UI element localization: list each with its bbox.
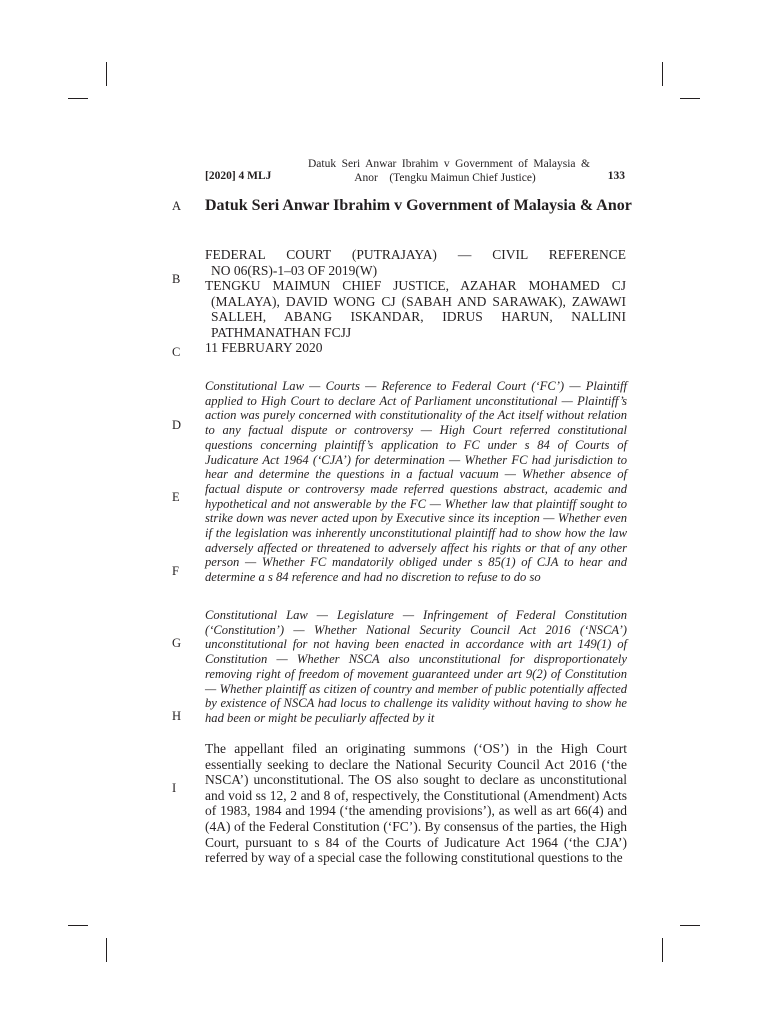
margin-letter-g: G (172, 636, 182, 650)
crop-mark-bottom-left-vertical (106, 938, 107, 962)
court-info-block (205, 247, 626, 356)
page-number: 133 (607, 170, 625, 182)
catchword-paragraph-1: Constitutional Law — Courts — Reference to Federal Court (‘FC’) — Plaintiff applied to High Court to declare Act of Parliament unconstitutional — Plaintiff’s action was purely concerned with constitutionality of the Act itself without relation to any factual dispute or controversy — High Court referred constitutional questions concerning plaintiff’s application to FC under s 84 of Courts of Judicature Act 1964 (‘CJA’) for determination — Whether FC had jurisdiction to hear and determine the questions in a factual vacuum — Whether absence of factual dispute or controversy made referred questions abstract, academic and hypothetical and not answerable by the FC — Whether law that plaintiff sought to strike down was never acted upon by Executive since its inception — Whether even if the legislation was inherently unconstitutional plaintiff had to show how the law adversely affected or threatened to adversely affect his rights or that of any other person — Whether FC mandatorily obliged under s 85(1) of CJA to hear and determine a s 84 reference and had no discretion to refuse to do so (205, 379, 627, 585)
crop-mark-bottom-right-vertical (662, 938, 663, 962)
case-title: Datuk Seri Anwar Ibrahim v Government of Malaysia & Anor (205, 197, 632, 214)
running-header-case-name (300, 158, 590, 185)
crop-mark-top-right-horizontal (680, 98, 700, 99)
court-reference-number: NO 06(RS)-1–03 OF 2019(W) (211, 262, 378, 278)
crop-mark-bottom-left-horizontal (68, 925, 88, 926)
margin-letter-h: H (172, 709, 182, 723)
margin-letter-f: F (172, 564, 179, 578)
running-header-line-2: Anor (Tengku Maimun Chief Justice) (354, 171, 536, 184)
headnote-body-paragraph: The appellant filed an originating summons (‘OS’) in the High Court essentially seeking to declare the National Security Council Act 2016 (‘the NSCA’) unconstitutional. The OS also sought to declare as unconstitutional and void ss 12, 2 and 8 of, respectively, the Constitutional (Amendment) Acts of 1983, 1984 and 1994 (‘the amending provisions’), as well as art 66(4) and (4A) of the Federal Constitution (‘FC’). By consensus of the parties, the High Court, pursuant to s 84 of the Courts of Judicature Act 1964 (‘the CJA’) referred by way of a special case the following constitutional questions to the (205, 741, 627, 866)
margin-letter-e: E (172, 490, 180, 504)
crop-mark-top-right-vertical (662, 62, 663, 86)
running-header-citation: [2020] 4 MLJ (205, 170, 272, 182)
catchword-paragraph-2: Constitutional Law — Legislature — Infringement of Federal Constitution (‘Constitution’) — Whether National Security Council Act 2016 (‘NSCA’) unconstitutional for not having been enacted in accordance with art 149(1) of Constitution — Whether NSCA also unconstitutional for disproportionately removing right of freedom of movement guaranteed under art 9(2) of Constitution — Whether plaintiff as citizen of country and member of public potentially affected by existence of NSCA had locus to challenge its validity without having to show he had been or might be peculiarly affected by it (205, 608, 627, 725)
margin-letter-d: D (172, 418, 182, 432)
crop-mark-top-left-horizontal (68, 98, 88, 99)
crop-mark-top-left-vertical (106, 62, 107, 86)
margin-letter-b: B (172, 272, 181, 286)
margin-letter-a: A (172, 199, 182, 213)
crop-mark-bottom-right-horizontal (680, 925, 700, 926)
margin-letter-c: C (172, 345, 181, 359)
margin-letter-i: I (172, 781, 177, 795)
running-header-line-1: Datuk Seri Anwar Ibrahim v Government of Malaysia & (308, 158, 590, 170)
court-reference-line: FEDERAL COURT (PUTRAJAYA) — CIVIL REFERENCE (205, 247, 626, 262)
coram-judges: TENGKU MAIMUN CHIEF JUSTICE, AZAHAR MOHAMED CJ (MALAYA), DAVID WONG CJ (SABAH AND SARAWAK), ZAWAWI SALLEH, ABANG ISKANDAR, IDRUS HARUN, NALLINI PATHMANATHAN FCJJ (205, 278, 626, 340)
judgment-date: 11 FEBRUARY 2020 (205, 340, 323, 355)
